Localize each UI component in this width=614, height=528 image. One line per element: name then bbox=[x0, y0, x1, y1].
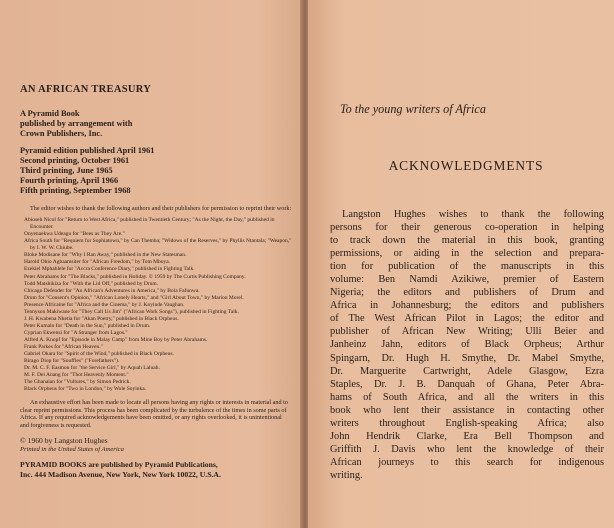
credit-item: M. F. Dei Anang for "Thot Heavenly Moment." bbox=[24, 372, 129, 379]
body-line: Dr. Marguerite Cartwright, Adele Glasgow, Ezra bbox=[330, 365, 604, 377]
credit-item: Africa South for "Requiem for Sophiatown," by Can Themba; "Widows of the Reserves," by Phyllis Ntantala; "Weapon," by I. W. W. Chiube. bbox=[24, 238, 292, 252]
acknowledgments-heading: ACKNOWLEDGMENTS bbox=[388, 158, 544, 173]
body-line: Africa in Johannesburg; the editors and publishers bbox=[330, 300, 604, 312]
publisher-imprint bbox=[20, 460, 292, 479]
imprint-line: Inc. 444 Madison Avenue, New York, New York 10022, U.S.A. bbox=[20, 469, 221, 479]
body-line: Janheinz Jahn, editors of Black Orpheus; Arthur bbox=[330, 339, 604, 351]
printing-line: Second printing, October 1961 bbox=[20, 155, 130, 165]
credit-item: Peter Abrahams for "The Blacks," published in Holiday. © 1959 by The Curtis Publishing Company. bbox=[24, 273, 246, 280]
credit-item: The Ghanaian for "Vultures," by Simon Pedrick. bbox=[24, 379, 131, 386]
copyright-notice: © 1960 by Langston Hughes bbox=[20, 436, 108, 446]
publisher-line: published by arrangement with bbox=[20, 119, 133, 129]
printing-line: Pyramid edition published April 1961 bbox=[20, 145, 155, 155]
permissions-list bbox=[20, 217, 292, 393]
body-line: persons for their generous co-operation in helping bbox=[330, 222, 604, 234]
imprint-line: PYRAMID BOOKS are published by Pyramid Publications, bbox=[20, 460, 218, 470]
credit-item: J. H. Kwabena Nketia for "Akan Poetry," published in Black Orpheus. bbox=[24, 315, 179, 322]
credit-item: Drum for "Consent's Opinion," "African Lonely Hearts," and "Girl About Town," by Marion Morel. bbox=[24, 294, 244, 301]
credit-item: Presence Africaine for "Africa and the Cinema," by J. Koyinde Vaughan. bbox=[24, 301, 185, 308]
credit-item: Tennyson Makiwane for "They Call Us Jim" ("African Work Songs"), published in Fighting Talk. bbox=[24, 308, 239, 315]
body-line: Nigeria; the editors and publishers of Drum and bbox=[330, 287, 604, 299]
printing-line: Fourth printing, April 1966 bbox=[20, 176, 119, 186]
credit-item: Bloke Modisane for "Why I Ran Away," published in the New Statesman. bbox=[24, 252, 187, 259]
acknowledgments-body bbox=[330, 208, 604, 482]
body-line: hams of South Africa, and all the writers in this bbox=[330, 391, 604, 403]
body-line: publisher of African New Writing; Ulli Beier and bbox=[330, 326, 604, 338]
credit-item: Abioseh Nicol for "Return to West Africa," published in Twentieth Century; "As the Night, the Day," published in Encounter. bbox=[24, 217, 275, 231]
credit-item: Chicago Defender for "An African's Adventures in America," by Bola Fafunwa. bbox=[24, 287, 200, 294]
printing-line: Third printing, June 1965 bbox=[20, 166, 113, 176]
credit-item: Cyprian Ekwensi for "A Stranger from Lagos." bbox=[24, 329, 128, 336]
book-title: AN AFRICAN TREASURY bbox=[20, 84, 152, 95]
body-line: volume: Ben Namdi Azikiwe, premier of Eastern bbox=[330, 274, 604, 286]
credit-item: Todd Matshikiza for "With the Lid Off," published by Drum. bbox=[24, 280, 159, 287]
body-line: book who lent their assistance in contacting other bbox=[330, 404, 604, 416]
body-line: writers throughout English-speaking Africa; also bbox=[330, 417, 604, 429]
body-line: to track down the material in this book, granting bbox=[330, 235, 604, 247]
publisher-block bbox=[20, 109, 292, 140]
credit-item: Black Orpheus for "Two in London," by Wole Soyinka. bbox=[24, 386, 147, 393]
credit-item: Birago Diop for "Souffles" ("Forefathers"). bbox=[24, 358, 120, 365]
effort-note: An exhaustive effort has been made to locate all persons having any rights or interests in material and to clear reprint permissions. This process has been complicated by the turbulence of the times in some parts of Africa. If any required acknowledgements have been omitted, or any rights overlooked, it is unintentional and forgiveness is requested. bbox=[20, 399, 288, 429]
printing-history bbox=[20, 146, 292, 197]
credit-item: Harold Ohio Agbaamsiter for "African Freedom," by Tom Mboya. bbox=[24, 259, 171, 266]
body-line: Langston Hughes wishes to thank the following bbox=[342, 209, 604, 220]
dedication: To the young writers of Africa bbox=[340, 102, 486, 116]
body-line: writing. bbox=[330, 469, 363, 481]
body-line: Spingarn, Dr. Hugh H. Smythe, Dr. Mabel Smythe, bbox=[330, 352, 604, 364]
right-page bbox=[308, 0, 614, 528]
credit-item: Dr. M. C. F. Easmon for "the Service Girl," by Aquah Laluah. bbox=[24, 365, 160, 372]
body-line: tion for publication of the manuscripts in this bbox=[330, 261, 604, 273]
publisher-line: A Pyramid Book bbox=[20, 109, 80, 118]
copyright-page-content bbox=[20, 84, 292, 479]
printing-line: Fifth printing, September 1968 bbox=[20, 186, 131, 196]
body-line: Griffith J. Davis who lent the knowledge of their bbox=[330, 443, 604, 455]
body-line: permissions, or aiding in the selection and prepara- bbox=[330, 248, 604, 260]
credit-item: Frank Parkes for "African Heaven." bbox=[24, 343, 103, 350]
body-line: of The West African Pilot in Lagos; the editor and bbox=[330, 313, 604, 325]
printed-in-notice: Printed in the United States of America bbox=[20, 446, 124, 454]
credit-item: Alfred A. Knopf for "Episode in Malay Camp" from Mine Boy by Peter Abrahams. bbox=[24, 336, 208, 343]
body-line: Staples, Dr. J. B. Danquah of Ghana, Peter Abra- bbox=[330, 378, 604, 390]
body-line: African journeys to this search for indigenous bbox=[330, 456, 604, 468]
body-line: John Hendrik Clarke, Era Bell Thompson and bbox=[330, 430, 604, 442]
left-page bbox=[0, 0, 302, 528]
credit-item: Peter Kumalo for "Death in the Sun," published in Drum. bbox=[24, 322, 151, 329]
credit-item: Gabriel Okara for "Spirit of the Wind," published in Black Orpheus. bbox=[24, 351, 174, 358]
credit-item: Onyenaekwa Udeagu for "Bees as They Are." bbox=[24, 231, 125, 238]
permissions-intro: The editor wishes to thank the following authors and their publishers for permission to reprint their work: bbox=[30, 204, 292, 212]
publisher-line: Crown Publishers, Inc. bbox=[20, 129, 103, 139]
credit-item: Ezekiel Mphahlele for "Accra Conference Diary," published in Fighting Talk. bbox=[24, 266, 195, 273]
